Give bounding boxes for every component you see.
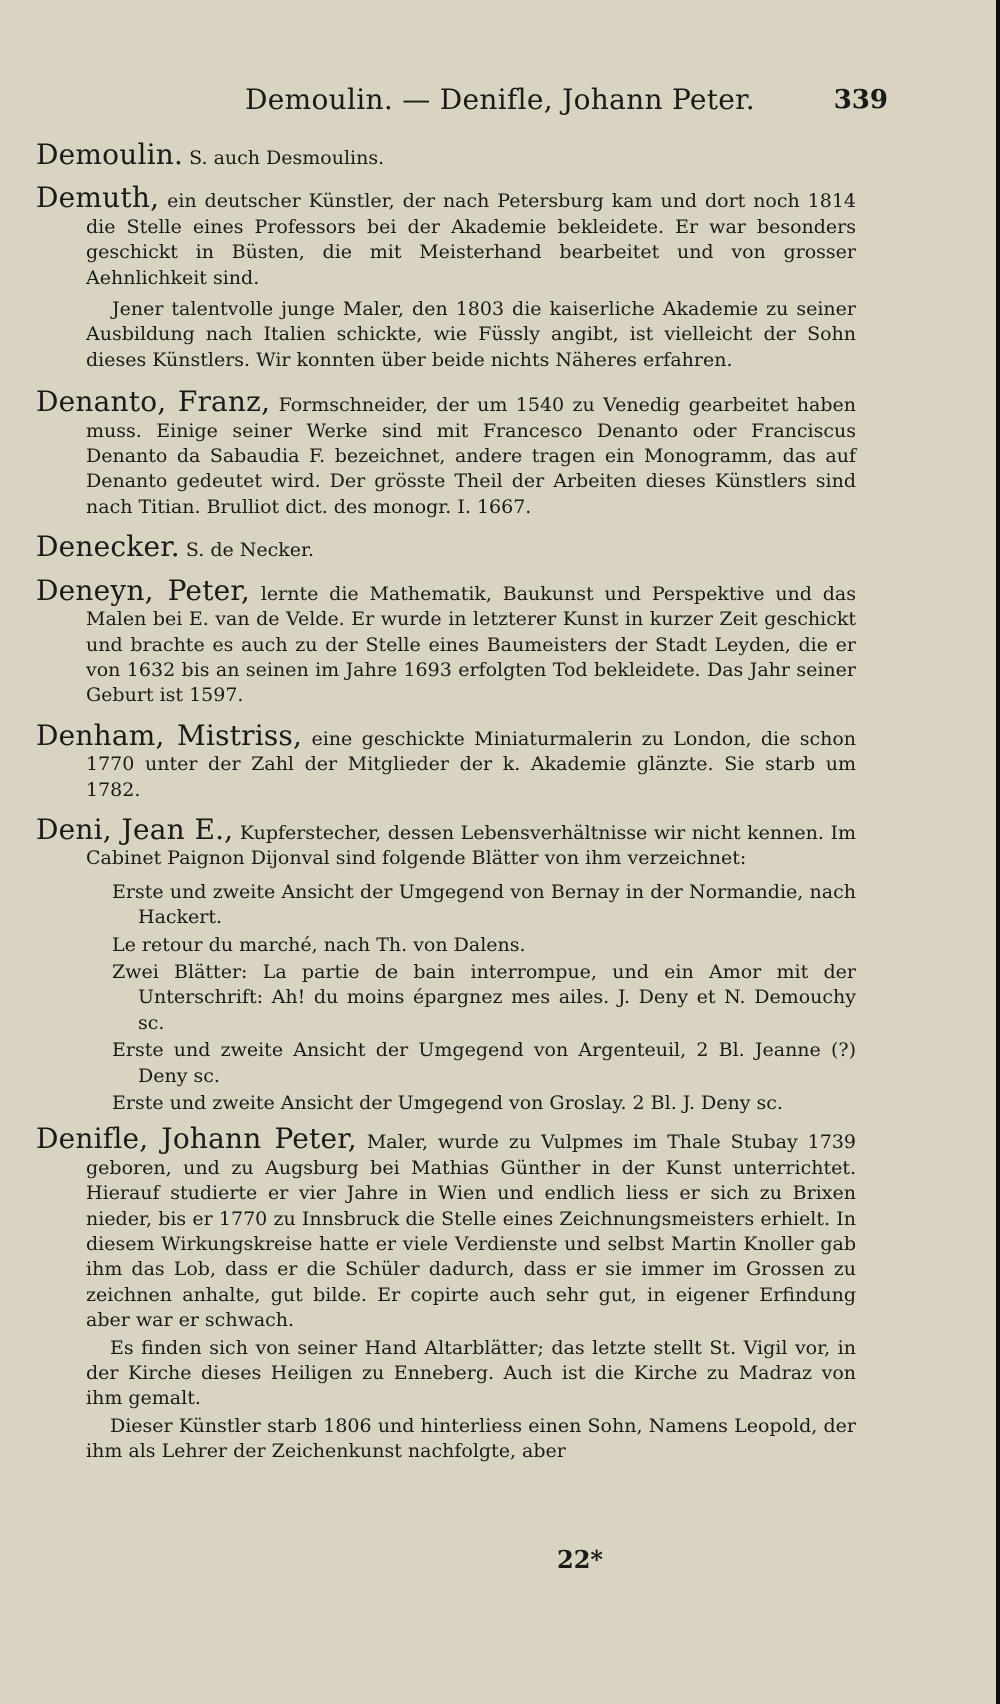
entry-denifle (36, 1122, 856, 1333)
entry-denecker (36, 530, 856, 564)
entry-deneyn (36, 573, 856, 709)
running-header (0, 83, 1000, 123)
entry-name: Demoulin. (36, 138, 184, 171)
entry-text: eine geschickte Miniaturmalerin zu London, die schon 1770 unter der Zahl der Mitglieder der k. Akademie glänzte. Sie starb um 1782. (86, 727, 857, 801)
entry-name: Deni, Jean E., (36, 812, 234, 846)
page-number: 339 (833, 85, 888, 115)
entry-demuth-paragraph: Jener talentvolle junge Maler, den 1803 die kaiserliche Akademie zu seiner Ausbildung nach Italien schickte, wie Füssly angibt, ist vielleicht der Sohn dieses Künstlers. Wir konnten über beide nichts Näheres erfahren. (86, 298, 856, 371)
list-item: Zwei Blätter: La partie de bain interrompue, und ein Amor mit der Unterschrift: Ah! du moins épargnez mes ailes. J. Deny et N. Demouchy sc. (112, 960, 856, 1034)
entry-text: S. auch Desmoulins. (189, 147, 385, 169)
entry-text: ein deutscher Künstler, der nach Petersburg kam und dort noch 1814 die Stelle eines Professors bei der Akademie bekleidete. Er war besonders geschickt in Büsten, die mit Meisterhand bearbeitet und von grosser Aehnlichkeit sind. (86, 190, 856, 289)
entry-denifle-paragraph: Dieser Künstler starb 1806 und hinterliess einen Sohn, Namens Leopold, der ihm als Lehrer der Zeichenkunst nachfolgte, aber (86, 1414, 856, 1463)
entry-name: Deneyn, Peter, (36, 573, 251, 607)
entry-name: Denecker. (36, 530, 180, 564)
entry-name: Denham, Mistriss, (36, 718, 303, 752)
entry-name: Demuth, (36, 181, 160, 215)
entry-deni (36, 812, 856, 872)
list-item: Erste und zweite Ansicht der Umgegend von Groslay. 2 Bl. J. Deny sc. (112, 1092, 783, 1114)
list-item: Erste und zweite Ansicht der Umgegend von Bernay in der Normandie, nach Hackert. (112, 880, 856, 929)
entry-text: Maler, wurde zu Vulpmes im Thale Stubay 1739 geboren, und zu Augsburg bei Mathias Günther in der Kunst unterrichtet. Hierauf studierte er vier Jahre in Wien und endlich liess er sich zu Brixen nieder, bis er 1770 zu Innsbruck die Stelle eines Zeichnungsmeisters erhielt. In diesem Wirkungskreise hatte er viele Verdienste und selbst Martin Knoller gab ihm das Lob, dass er die Schüler dadurch, dass er sie immer im Grossen zu zeichnen anhalte, gut bilde. Er copirte auch sehr gut, in eigener Erfindung aber war er schwach. (86, 1131, 856, 1332)
entry-text: Formschneider, der um 1540 zu Venedig gearbeitet haben muss. Einige seiner Werke sind mit Francesco Denanto oder Franciscus Denanto da Sabaudia F. bezeichnet, andere tragen ein Monogramm, das auf Denanto gedeutet wird. Der grösste Theil der Arbeiten dieses Künstlers sind nach Titian. Brulliot dict. des monogr. I. 1667. (86, 394, 856, 518)
entry-demoulin (36, 138, 856, 171)
deni-works-list (36, 880, 856, 1117)
page-edge (996, 0, 1000, 1704)
signature-mark: 22* (557, 1545, 603, 1574)
entry-text: lernte die Mathematik, Baukunst und Perspektive und das Malen bei E. van de Velde. Er wurde in letzterer Kunst in kurzer Zeit geschickt und brachte es auch zu der Stelle eines Baumeisters der Stadt Leyden, die er von 1632 bis an seinen im Jahre 1693 erfolgten Tod bekleidete. Das Jahr seiner Geburt ist 1597. (86, 582, 856, 707)
list-item: Le retour du marché, nach Th. von Dalens. (112, 933, 526, 956)
header-title: Demoulin. — Denifle, Johann Peter. (245, 83, 755, 116)
entry-name: Denanto, Franz, (36, 385, 271, 419)
entry-text: S. de Necker. (185, 539, 315, 562)
entry-denanto (36, 385, 856, 520)
page-content (36, 138, 857, 1479)
list-item: Erste und zweite Ansicht der Umgegend von Argenteuil, 2 Bl. Jeanne (?) Deny sc. (112, 1039, 856, 1087)
entry-text: Kupferstecher, dessen Lebensverhältnisse wir nicht kennen. Im Cabinet Paignon Dijonval sind folgende Blätter von ihm verzeichnet: (86, 821, 856, 870)
entry-demuth (36, 181, 856, 291)
entry-denham (36, 718, 857, 803)
entry-name: Denifle, Johann Peter, (36, 1122, 357, 1156)
entry-denifle-paragraph: Es finden sich von seiner Hand Altarblätter; das letzte stellt St. Vigil vor, in der Kirche dieses Heiligen zu Enneberg. Auch ist die Kirche zu Madraz von ihm gemalt. (86, 1336, 856, 1410)
